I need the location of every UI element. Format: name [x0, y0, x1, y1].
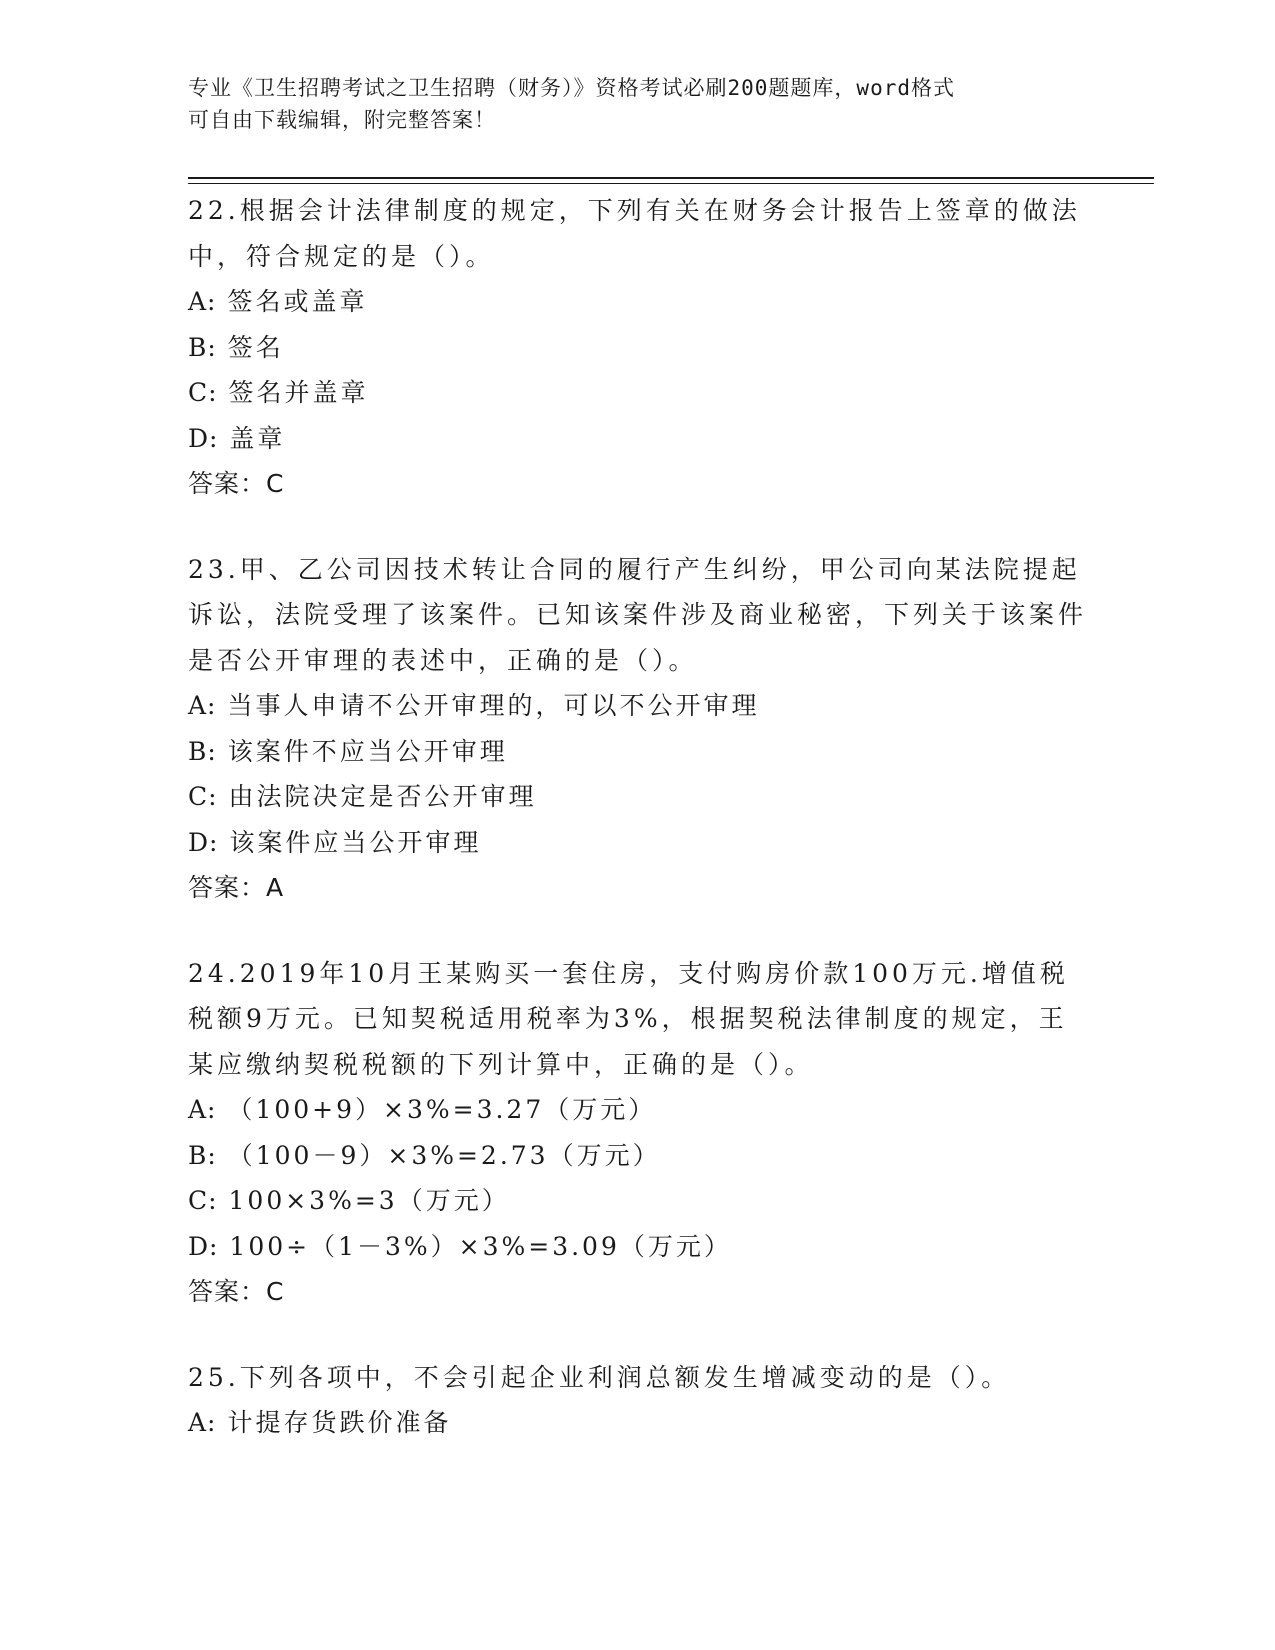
header-divider-thick [188, 177, 1154, 179]
option-text: 签名或盖章 [227, 287, 368, 316]
document-header [188, 72, 1068, 136]
option-c [188, 370, 1088, 416]
option-a [188, 279, 1088, 325]
header-divider-thin [188, 183, 1154, 184]
option-text: 计提存货跌价准备 [227, 1408, 452, 1437]
option-letter: B: [188, 736, 217, 766]
option-text: 由法院决定是否公开审理 [228, 782, 537, 811]
header-line-2: 可自由下载编辑，附完整答案！ [188, 108, 496, 132]
option-letter: D: [188, 423, 219, 453]
option-text: （100－9）×3%=2.73（万元） [227, 1140, 661, 1170]
option-letter: B: [188, 1140, 217, 1170]
option-text: 该案件不应当公开审理 [227, 736, 508, 766]
option-a [188, 683, 1088, 729]
question-24 [188, 951, 1088, 1315]
option-text: 100×3%=3（万元） [228, 1186, 510, 1215]
option-text: 签名 [227, 332, 284, 362]
option-b [188, 729, 1088, 775]
option-a [188, 1400, 1088, 1446]
option-c [188, 774, 1088, 820]
option-letter: C: [188, 378, 218, 407]
option-text: （100+9）×3%=3.27（万元） [227, 1095, 657, 1124]
option-letter: C: [188, 782, 218, 811]
option-d [188, 1224, 1088, 1270]
question-25 [188, 1355, 1088, 1446]
option-text: 签名并盖章 [228, 378, 369, 407]
question-stem: 22.根据会计法律制度的规定，下列有关在财务会计报告上签章的做法中，符合规定的是（）。 [188, 196, 1081, 271]
answer-line: 答案：C [188, 469, 285, 498]
option-letter: D: [188, 827, 219, 857]
option-text: 该案件应当公开审理 [229, 827, 482, 857]
option-d [188, 416, 1088, 462]
option-text: 100÷（1－3%）×3%=3.09（万元） [229, 1231, 732, 1261]
option-letter: B: [188, 332, 217, 362]
option-letter: D: [188, 1231, 219, 1261]
answer-line: 答案：A [188, 873, 285, 902]
question-stem: 25.下列各项中，不会引起企业利润总额发生增减变动的是（）。 [188, 1362, 1011, 1392]
option-c [188, 1178, 1088, 1224]
option-text: 盖章 [229, 423, 286, 453]
option-letter: A: [188, 287, 217, 316]
option-b [188, 1133, 1088, 1179]
question-22 [188, 188, 1088, 507]
question-23 [188, 547, 1088, 911]
option-text: 当事人申请不公开审理的，可以不公开审理 [227, 691, 760, 720]
question-stem: 24.2019年10月王某购买一套住房，支付购房价款100万元.增值税税额9万元。已知契税适用税率为3%，根据契税法律制度的规定，王某应缴纳契税税额的下列计算中，正确的是（）。 [188, 958, 1069, 1079]
question-list [188, 188, 1088, 1486]
option-letter: A: [188, 691, 217, 720]
option-d [188, 820, 1088, 866]
question-stem: 23.甲、乙公司因技术转让合同的履行产生纠纷，甲公司向某法院提起诉讼，法院受理了该案件。已知该案件涉及商业秘密，下列关于该案件是否公开审理的表述中，正确的是（）。 [188, 554, 1088, 675]
option-letter: C: [188, 1186, 218, 1215]
option-b [188, 325, 1088, 371]
answer-line: 答案：C [188, 1277, 285, 1306]
option-letter: A: [188, 1408, 217, 1437]
header-line-1: 专业《卫生招聘考试之卫生招聘（财务）》资格考试必刷200题题库，word格式 [188, 76, 955, 100]
option-letter: A: [188, 1095, 217, 1124]
option-a [188, 1087, 1088, 1133]
